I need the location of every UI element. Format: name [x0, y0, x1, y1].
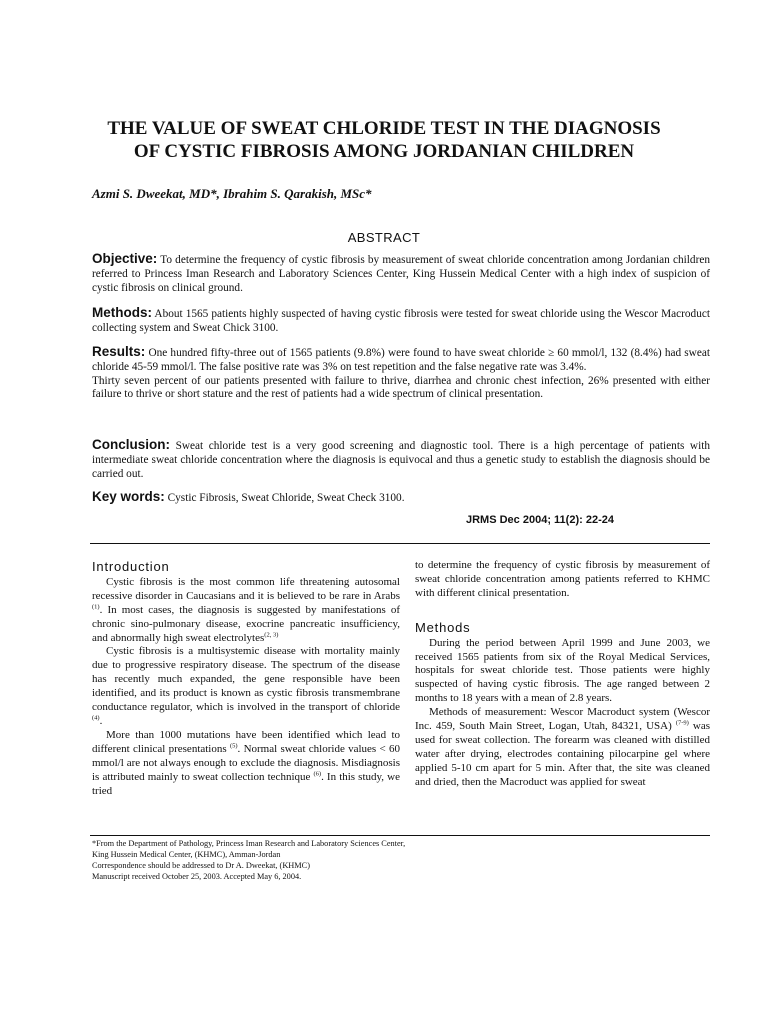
methods-label: Methods: [92, 305, 152, 320]
footnote-line: *From the Department of Pathology, Princess Iman Research and Laboratory Sciences Center, [92, 839, 406, 848]
footnote-divider [90, 835, 710, 836]
footnotes [92, 838, 592, 882]
results-text: One hundred fifty-three out of 1565 patients (9.8%) were found to have sweat chloride ≥ 60 mmol/l, 132 (8.4%) had sweat chloride 45-59 mmol/l. The false positive rate was 3% on test repetition and the false negative rate was 3.4%. [92, 347, 711, 373]
article-title [60, 117, 708, 163]
journal-citation: JRMS Dec 2004; 11(2): 22-24 [466, 514, 614, 526]
reference-marker: (4) [92, 714, 100, 722]
objective-text: To determine the frequency of cystic fibrosis by measurement of sweat chloride concentration among Jordanian children referred to Princess Iman Research and Laboratory Sciences Center, King Hussein Medical Center with a high index of suspicion of cystic fibrosis on clinical ground. [92, 254, 710, 294]
objective-label: Objective: [92, 251, 158, 266]
conclusion-text: Sweat chloride test is a very good screening and diagnostic tool. There is a high percentage of patients with intermediate sweat chloride concentration where the diagnosis is equivocal and thus a genetic study to establish the diagnosis should be carried out. [92, 440, 711, 480]
abstract-heading: ABSTRACT [347, 230, 421, 245]
reference-marker: (6) [313, 769, 322, 777]
abstract-results [92, 345, 710, 402]
keywords-label: Key words: [92, 489, 165, 504]
footnote-line: King Hussein Medical Center, (KHMC), Amman-Jordan [92, 850, 281, 859]
methods-heading: Methods [415, 619, 471, 635]
reference-marker: (2, 3) [264, 630, 279, 638]
title-line-1: THE VALUE OF SWEAT CHLORIDE TEST IN THE DIAGNOSIS [107, 118, 661, 139]
abstract-keywords [92, 490, 710, 506]
abstract-methods [92, 306, 710, 336]
reference-marker: (7-9) [675, 719, 689, 727]
intro-paragraph-3: More than 1000 mutations have been identified which lead to different clinical presentations $^{(5)}$. Normal sweat chloride values < 60 mmol/l are not always enough to exclude the diagnosis. Misdiagnosis is attributed mainly to sweat collection technique $^{(6)}$. In this study, we tried [92, 728, 400, 797]
left-column [92, 560, 400, 798]
conclusion-label: Conclusion: [92, 437, 170, 452]
abstract-conclusion [92, 438, 710, 481]
intro-paragraph-2: Cystic fibrosis is a multisystemic disease with mortality mainly due to progressive respiratory disease. The spectrum of the disease has recently much expanded, the gene responsible have been identified, and its product is known as cystic fibrosis transmembrane conductance regulator, which is involved in the transport of chloride $^{(4)}$. [92, 645, 400, 727]
author-list: Azmi S. Dweekat, MD*, Ibrahim S. Qarakish, MSc* [92, 186, 372, 201]
footnote-line: Manuscript received October 25, 2003. Accepted May 6, 2004. [92, 872, 302, 881]
methods-text: About 1565 patients highly suspected of having cystic fibrosis were tested for sweat chloride using the Wescor Macroduct collecting system and Sweat Chick 3100. [92, 308, 711, 334]
title-line-2: OF CYSTIC FIBROSIS AMONG JORDANIAN CHILDREN [133, 141, 635, 162]
intro-paragraph-1: Cystic fibrosis is the most common life threatening autosomal recessive disorder in Caucasians and it is believed to be rare in Arabs $^{(1)}$. In most cases, the diagnosis is suggested by manifestations of chronic sino-pulmonary disease, exocrine pancreatic insufficiency, and abnormally high sweat electrolytes$^{(2, 3)}$ [92, 575, 400, 644]
reference-marker: (5) [229, 742, 238, 750]
right-column [415, 559, 710, 790]
abstract-objective [92, 252, 710, 295]
section-divider [90, 543, 710, 544]
footnote-line: Correspondence should be addressed to Dr A. Dweekat, (KHMC) [92, 861, 310, 870]
keywords-text: Cystic Fibrosis, Sweat Chloride, Sweat Check 3100. [167, 492, 405, 504]
introduction-heading: Introduction [92, 559, 170, 574]
reference-marker: (1) [92, 603, 100, 611]
methods-paragraph-1: During the period between April 1999 and June 2003, we received 1565 patients from six of the Royal Medical Services, hospitals for sweat chloride test. Those patients were highly suspected of having cystic fibrosis. The age ranged between 2 months to 18 years with a mean of 2.8 years. [415, 636, 710, 705]
results-text-2: Thirty seven percent of our patients presented with failure to thrive, diarrhea and chronic chest infection, 26% presented with either failure to thrive or short stature and the rest of patients had a wide spectrum of clinical presentation. [92, 374, 710, 401]
results-label: Results: [92, 344, 146, 359]
intro-continuation: to determine the frequency of cystic fibrosis by measurement of sweat chloride concentration among patients referred to KHMC with different clinical presentation. [415, 559, 710, 599]
methods-paragraph-2: Methods of measurement: Wescor Macroduct system (Wescor Inc. 459, South Main Street, Logan, Utah, 84321, USA) $^{(7-9)}$ was used for sweat collection. The forearm was cleaned with distilled water after drying, electrodes containing pilocarpine gel where applied 5-10 cm apart for 5 min. After that, the site was cleaned and dried, then the Macroduct was applied for sweat [415, 706, 710, 788]
